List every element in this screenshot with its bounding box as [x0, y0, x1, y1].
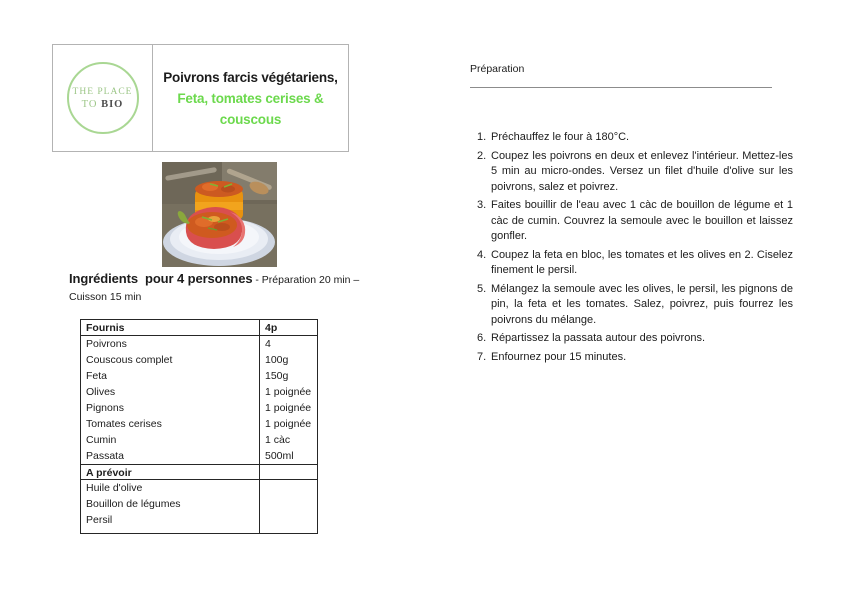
logo-text-to: TO	[81, 98, 98, 110]
ingredient-name: Bouillon de légumes	[81, 496, 260, 512]
ingredient-name: Cumin	[81, 432, 260, 448]
ingredient-qty: 100g	[265, 354, 289, 366]
ingredient-qty: 150g	[265, 370, 289, 382]
step-number: 2.	[477, 149, 487, 162]
table-row	[81, 352, 317, 368]
table-row	[81, 480, 317, 496]
the-place-to-bio-logo	[67, 62, 139, 134]
ingredient-qty: 1 càc	[265, 434, 291, 446]
table-row	[81, 416, 317, 432]
step-text: Préchauffez le four à 180°C.	[491, 131, 630, 143]
table-row	[81, 368, 317, 384]
preparation-step	[477, 331, 793, 347]
ingredient-qty: 1 poignée	[265, 418, 312, 430]
table-filler-row	[81, 528, 317, 533]
ingredient-qty: 1 poignée	[265, 402, 312, 414]
recipe-photo	[162, 162, 277, 267]
table-row	[81, 496, 317, 512]
preparation-steps-list	[477, 130, 793, 368]
step-number: 3.	[477, 199, 487, 211]
table-row	[81, 512, 317, 528]
logo-text-bio: BIO	[101, 98, 124, 110]
step-text: Coupez la feta en bloc, les tomates et les olives en 2. Ciselez finement le persil.	[491, 248, 793, 276]
ingredient-name: Passata	[81, 448, 260, 464]
table-subheader-row	[81, 464, 317, 480]
preparation-heading: Préparation	[470, 63, 525, 75]
step-text: Faites bouillir de l'eau avec 1 càc de bouillon de légume et 1 càc de cumin. Couvrez la semoule avec le bouillon et laissez gonfler.	[491, 199, 793, 242]
ingredient-name: Tomates cerises	[81, 416, 260, 432]
ingredient-qty: 1 poignée	[265, 386, 312, 398]
ingredient-name: Huile d'olive	[81, 480, 260, 496]
step-text: Mélangez la semoule avec les olives, le persil, les pignons de pin, la feta et les tomates. Salez, poivrez, puis fourrez les poivrons du mélange.	[491, 282, 793, 326]
table-subheader-label: A prévoir	[81, 465, 260, 479]
ingredient-name: Olives	[81, 384, 260, 400]
step-text: Enfournez pour 15 minutes.	[491, 350, 627, 363]
ingredients-table	[80, 319, 318, 534]
ingredients-heading	[69, 269, 399, 305]
ingredient-name: Persil	[81, 512, 260, 528]
step-number: 7.	[477, 350, 487, 363]
ingredients-heading-line2: Cuisson 15 min	[69, 291, 142, 303]
table-header-col2: 4p	[265, 322, 278, 334]
preparation-step	[477, 149, 793, 196]
table-header-row	[81, 320, 317, 336]
step-text: Coupez les poivrons en deux et enlevez l'intérieur. Mettez-les 5 min au micro-ondes. Versez un filet d'huile d'olive sur les poivrons, salez et poivrez.	[491, 149, 793, 193]
ingredients-heading-suffix: - Préparation 20 min –	[252, 274, 360, 286]
preparation-step	[477, 248, 793, 279]
preparation-step	[477, 282, 793, 329]
recipe-title-line3: couscous	[219, 111, 282, 127]
step-number: 4.	[477, 248, 487, 261]
preparation-step	[477, 130, 793, 146]
recipe-title-line2: Feta, tomates cerises &	[177, 90, 324, 106]
ingredient-qty: 4	[265, 338, 271, 350]
ingredient-name: Feta	[81, 368, 260, 384]
table-row	[81, 432, 317, 448]
recipe-photo-illustration	[162, 162, 277, 267]
step-number: 1.	[477, 131, 487, 143]
logo-cell	[53, 45, 153, 151]
ingredient-name: Couscous complet	[81, 352, 260, 368]
table-header-col1: Fournis	[81, 320, 260, 335]
recipe-title	[153, 45, 348, 151]
step-text: Répartissez la passata autour des poivrons.	[491, 332, 706, 344]
table-row	[81, 448, 317, 464]
preparation-divider	[470, 87, 772, 88]
table-row	[81, 384, 317, 400]
preparation-step	[477, 198, 793, 245]
ingredient-qty: 500ml	[265, 450, 294, 462]
preparation-step	[477, 350, 793, 366]
table-row	[81, 400, 317, 416]
ingredient-name: Poivrons	[81, 336, 260, 352]
recipe-title-line1: Poivrons farcis végétariens,	[163, 69, 338, 85]
ingredients-heading-main: Ingrédients pour 4 personnes	[69, 271, 253, 286]
step-number: 5.	[477, 282, 487, 295]
recipe-header-box	[52, 44, 349, 152]
logo-text-line1: THE PLACE	[72, 86, 133, 97]
logo-text-line2	[82, 99, 124, 110]
table-row	[81, 336, 317, 352]
ingredient-name: Pignons	[81, 400, 260, 416]
step-number: 6.	[477, 332, 487, 344]
